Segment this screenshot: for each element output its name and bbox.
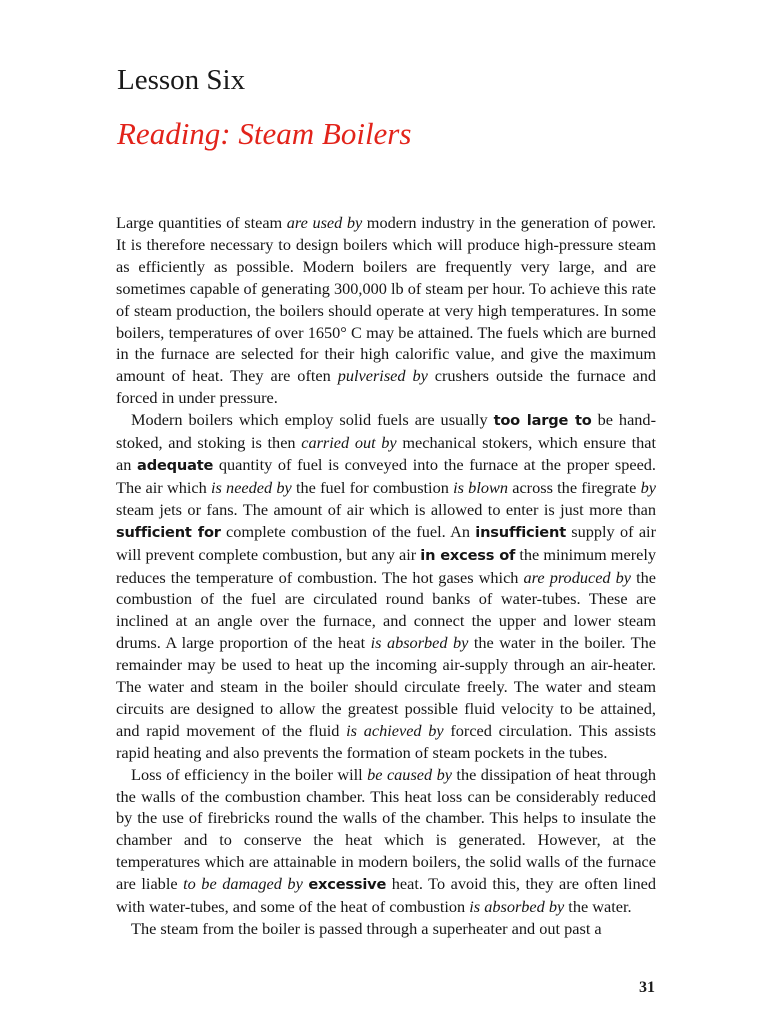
emphasis-bold: insufficient	[475, 523, 566, 541]
paragraph-4	[116, 918, 656, 940]
text-run: crushers outside the furnace and forced in under pressure.	[116, 366, 656, 408]
page-number: 31	[639, 979, 655, 996]
text-run: the minimum merely reduces the temperature of combustion. The hot gases which	[116, 544, 657, 587]
paragraph-2	[116, 409, 656, 764]
text-run: the fuel for combustion	[291, 477, 454, 497]
emphasis-italic: are produced by	[523, 567, 632, 587]
emphasis-italic: is needed by	[210, 477, 292, 497]
text-run: complete combustion of the fuel. An	[220, 521, 476, 541]
emphasis-italic: pulverised by	[337, 366, 428, 386]
text-run: The steam from the boiler is passed through a superheater and out past a	[131, 919, 602, 938]
text-run: the dissipation of heat through the walls of the combustion chamber. This heat loss can be considerably reduced by the use of firebricks round the walls of the chamber. This helps to insulate the chamber and to conserve the heat which is generated. However, at the temperatures which are attainable in modern boilers, the solid walls of the furnace are liable	[116, 764, 657, 894]
text-run: Large quantities of steam	[116, 213, 287, 232]
emphasis-italic: by	[640, 477, 657, 497]
text-run: forced circulation. This assists rapid heating and also prevents the formation of steam pockets in the tubes.	[116, 720, 657, 762]
lesson-title: Lesson Six	[117, 64, 246, 96]
emphasis-bold: excessive	[308, 876, 387, 894]
text-run: modern industry in the generation of power. It is therefore necessary to design boilers which will produce high-pressure steam as efficiently as possible. Modern boilers are frequently very large, and are sometimes capable of generating 300,000 lb of steam per hour. To achieve this rate of steam production, the boilers should operate at very high temperatures. In some boilers, temperatures of over 1650° C may be attained. The fuels which are burned in the furnace are selected for their high calorific value, and give the maximum amount of heat. They are often	[116, 213, 656, 386]
emphasis-bold: too large to	[493, 412, 592, 430]
emphasis-italic: carried out by	[301, 433, 397, 453]
text-run: the water.	[564, 897, 632, 917]
text-run: Loss of efficiency in the boiler will	[131, 764, 368, 784]
emphasis-italic: is absorbed by	[469, 897, 565, 917]
text-run: Modern boilers which employ solid fuels are usually	[131, 410, 494, 430]
paragraph-3	[116, 764, 656, 918]
reading-body	[116, 212, 656, 940]
text-run: the combustion of the fuel are circulated round banks of water-tubes. These are inclined at an angle over the furnace, and connect the upper and lower steam drums. A large proportion of the heat	[116, 567, 656, 653]
emphasis-italic: be caused by	[367, 764, 452, 784]
text-run: supply of air will prevent complete combustion, but any air	[116, 521, 656, 564]
emphasis-bold: sufficient for	[116, 523, 221, 541]
emphasis-italic: is achieved by	[346, 720, 444, 740]
text-run: quantity of fuel is conveyed into the furnace at the proper speed. The air which	[116, 454, 657, 497]
text-run: steam jets or fans. The amount of air which is allowed to enter is just more than	[116, 499, 656, 519]
emphasis-italic: is absorbed by	[370, 633, 469, 653]
text-run: the water in the boiler. The remainder may be used to heat up the incoming air-supply through an air-heater. The water and steam in the boiler should circulate freely. The water and steam circuits are designed to allow the greatest possible fluid velocity to be attained, and rapid movement of the fluid	[116, 633, 656, 740]
reading-title: Reading: Steam Boilers	[117, 116, 412, 151]
text-run: be hand-stoked, and stoking is then	[116, 410, 656, 453]
emphasis-italic: to be damaged by	[183, 874, 303, 894]
text-run: mechanical stokers, which ensure that an	[116, 433, 656, 474]
emphasis-bold: adequate	[137, 456, 214, 474]
paragraph-1	[116, 212, 656, 409]
text-run: across the firegrate	[508, 477, 641, 497]
emphasis-bold: in excess of	[420, 546, 516, 564]
emphasis-italic: are used by	[286, 213, 363, 232]
text-run: heat. To avoid this, they are often lined with water-tubes, and some of the heat of combustion	[116, 874, 656, 917]
emphasis-italic: is blown	[453, 477, 508, 497]
